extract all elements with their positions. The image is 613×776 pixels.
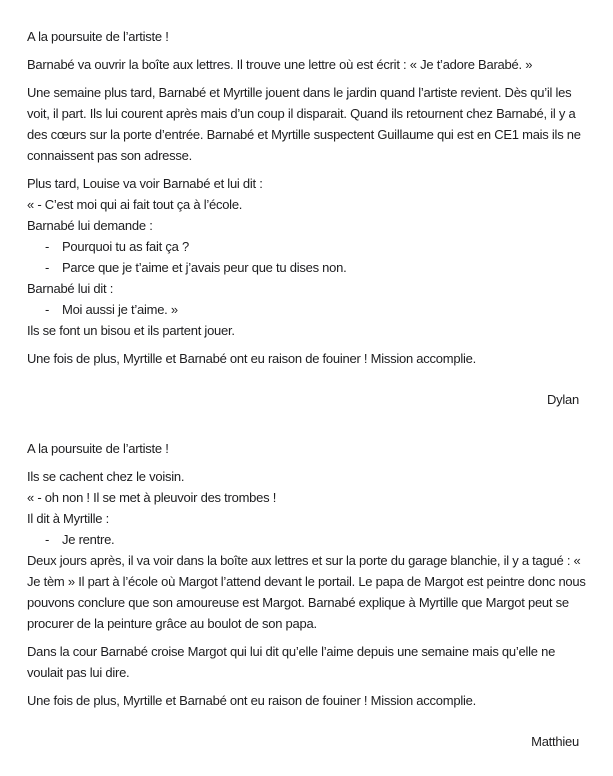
list-item: [27, 257, 586, 278]
story-section-dylan: [27, 26, 586, 410]
dialogue-line: Barnabé lui dit :: [27, 281, 114, 296]
author-signature: Matthieu: [531, 734, 579, 749]
dialogue-line: Il dit à Myrtille :: [27, 511, 109, 526]
dialogue-block: [27, 466, 586, 634]
dialogue-line: Ils se font un bisou et ils partent jouer.: [27, 323, 235, 338]
closing-sentence: Une fois de plus, Myrtille et Barnabé ont eu raison de fouiner ! Mission accomplie.: [27, 351, 476, 366]
list-item: [27, 529, 586, 550]
list-item: [27, 236, 586, 257]
dialogue-line: Plus tard, Louise va voir Barnabé et lui dit :: [27, 176, 263, 191]
list-item-text: Parce que je t’aime et j’avais peur que tu dises non.: [62, 260, 347, 275]
dialogue-continuation: Deux jours après, il va voir dans la boîte aux lettres et sur la porte du garage blanchie, il y a tagué : « Je tèm » Il part à l’école où Margot l’attend devant le portail. Le papa de Margot est peintre donc nous pouvons conclure que son amoureuse est Margot. Barnabé explique à Myrtille que Margot peut se procurer de la peinture grâce au boulot de son papa.: [27, 553, 586, 631]
paragraph: Barnabé va ouvrir la boîte aux lettres. Il trouve une lettre où est écrit : « Je t’adore Barabé. »: [27, 57, 533, 72]
story-title: A la poursuite de l’artiste !: [27, 441, 169, 456]
story-title: A la poursuite de l’artiste !: [27, 29, 169, 44]
dialogue-block: [27, 173, 586, 341]
dash-bullet: -: [45, 532, 50, 547]
dialogue-line: Ils se cachent chez le voisin.: [27, 469, 185, 484]
paragraph: Une semaine plus tard, Barnabé et Myrtille jouent dans le jardin quand l’artiste revient. Dès qu’il les voit, il part. Ils lui courent après mais d’un coup il disparait. Quand ils retournent chez Barnabé, il y a des cœurs sur la porte d’entrée. Barnabé et Myrtille suspectent Guillaume qui est en CE1 mais ils ne connaissent pas son adresse.: [27, 85, 581, 163]
story-section-matthieu: [27, 438, 586, 752]
dialogue-line: « - oh non ! Il se met à pleuvoir des trombes !: [27, 490, 277, 505]
list-item-text: Je rentre.: [62, 532, 115, 547]
list-item-text: Pourquoi tu as fait ça ?: [62, 239, 189, 254]
closing-sentence: Une fois de plus, Myrtille et Barnabé ont eu raison de fouiner ! Mission accomplie.: [27, 693, 476, 708]
author-signature: Dylan: [547, 392, 579, 407]
dash-bullet: -: [45, 239, 50, 254]
list-item-text: Moi aussi je t’aime. »: [62, 302, 178, 317]
dialogue-line: « - C’est moi qui ai fait tout ça à l’école.: [27, 197, 243, 212]
list-item: [27, 299, 586, 320]
dash-bullet: -: [45, 260, 50, 275]
dash-bullet: -: [45, 302, 50, 317]
dialogue-line: Barnabé lui demande :: [27, 218, 153, 233]
paragraph: Dans la cour Barnabé croise Margot qui lui dit qu’elle l’aime depuis une semaine mais qu’elle ne voulait pas lui dire.: [27, 644, 556, 680]
